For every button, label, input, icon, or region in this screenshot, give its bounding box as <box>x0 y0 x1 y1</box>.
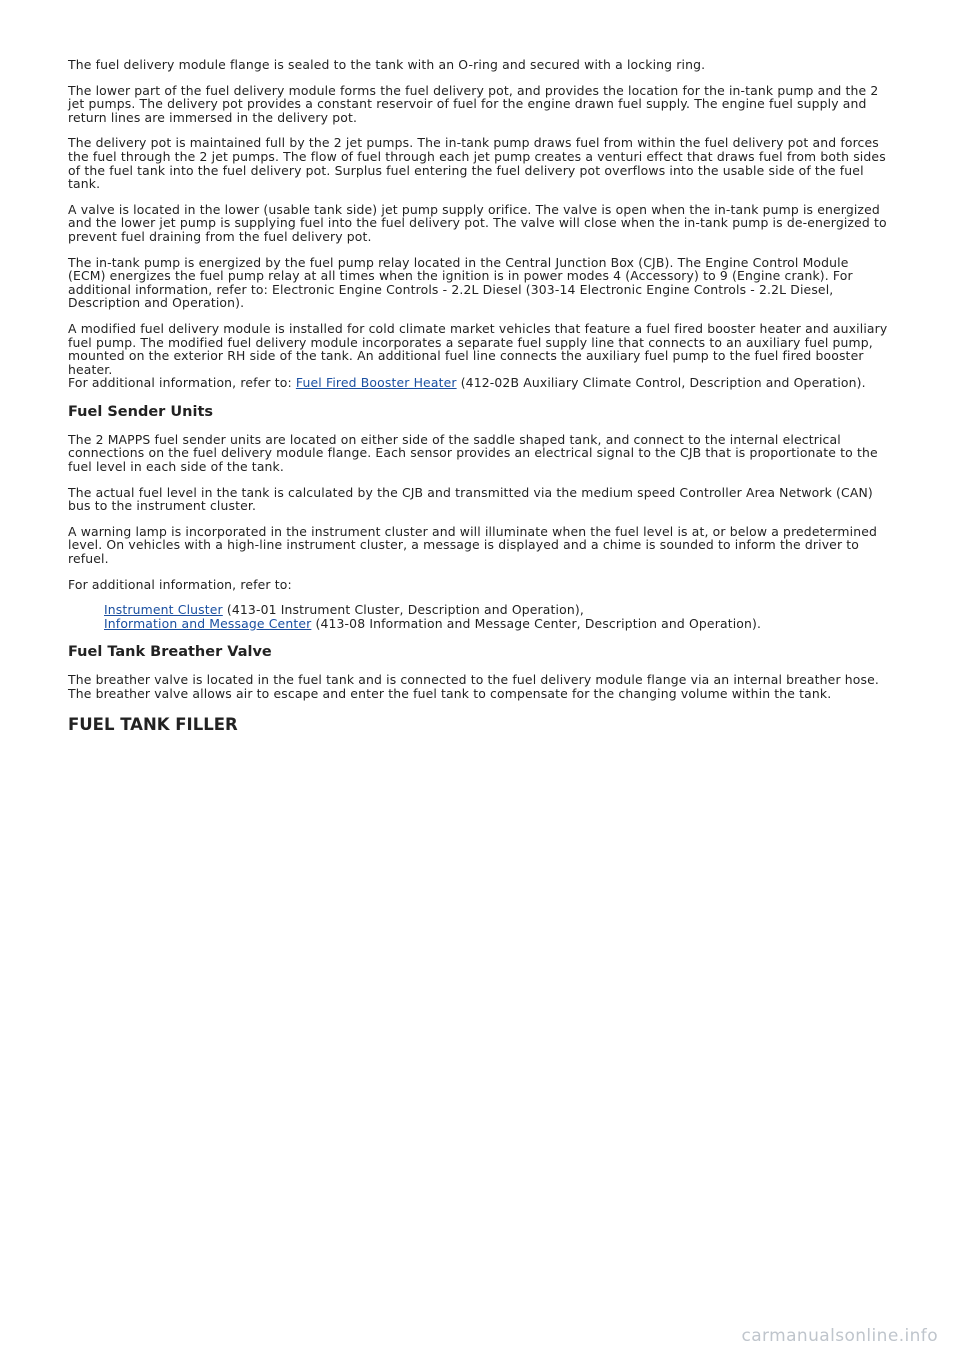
paragraph-flange-seal: The fuel delivery module flange is sealed to the tank with an O-ring and secured with a locking ring. <box>68 57 706 72</box>
paragraph-valve: A valve is located in the lower (usable tank side) jet pump supply orifice. The valve is open when the in-tank pump is energized and the lower jet pump is supplying fuel into the fuel delivery pot. The valve will close when the in-tank pump is de-energized to prevent fuel draining from the fuel delivery pot. <box>68 201 887 244</box>
link-information-message-center[interactable]: Information and Message Center <box>104 615 312 631</box>
watermark: carmanualsonline.info <box>741 1326 938 1346</box>
paragraph-delivery-pot: The lower part of the fuel delivery module forms the fuel delivery pot, and provides the location for the in-tank pump and the 2 jet pumps. The delivery pot provides a constant reservoir of fuel for the engine drawn fuel supply. The engine fuel supply and return lines are immersed in the delivery pot. <box>68 82 879 125</box>
modified-module-ref-suffix: (412-02B Auxiliary Climate Control, Description and Operation). <box>456 375 866 391</box>
paragraph-warning-lamp: A warning lamp is incorporated in the instrument cluster and will illuminate when the fuel level is at, or below a predetermined level. On vehicles with a high-line instrument cluster, a message is displayed and a chime is sounded to inform the driver to refuel. <box>68 523 878 567</box>
heading-fuel-sender-units: Fuel Sender Units <box>68 403 213 420</box>
modified-module-ref-prefix: For additional information, refer to: <box>68 375 296 391</box>
document-page <box>68 58 890 735</box>
heading-fuel-tank-filler: FUEL TANK FILLER <box>68 714 238 734</box>
paragraph-jet-pumps: The delivery pot is maintained full by the 2 jet pumps. The in-tank pump draws fuel from within the fuel delivery pot and forces the fuel through the 2 jet pumps. The flow of fuel through each jet pump creates a venturi effect that draws fuel from both sides of the fuel tank into the fuel delivery pot. Surplus fuel entering the fuel delivery pot overflows into the usable side of the fuel tank. <box>68 135 886 192</box>
ref-information-message-center-suffix: (413-08 Information and Message Center, Description and Operation). <box>311 615 762 631</box>
heading-fuel-tank-breather-valve: Fuel Tank Breather Valve <box>68 644 272 661</box>
link-fuel-fired-booster-heater[interactable]: Fuel Fired Booster Heater <box>295 375 457 391</box>
paragraph-fuel-level-calc: The actual fuel level in the tank is calculated by the CJB and transmitted via the medium speed Controller Area Network (CAN) bus to the instrument cluster. <box>68 484 873 514</box>
reference-list <box>104 603 890 630</box>
paragraph-sender-units: The 2 MAPPS fuel sender units are located on either side of the saddle shaped tank, and connect to the internal electrical connections on the fuel delivery module flange. Each sensor provides an electrical signal to the CJB that is proportionate to the fuel level in each side of the tank. <box>68 431 878 475</box>
paragraph-breather-valve: The breather valve is located in the fuel tank and is connected to the fuel delivery module flange via an internal breather hose. The breather valve allows air to escape and enter the fuel tank to compensate for the changing volume within the tank. <box>68 672 879 701</box>
link-instrument-cluster[interactable]: Instrument Cluster <box>104 602 223 618</box>
paragraph-in-tank-pump: The in-tank pump is energized by the fuel pump relay located in the Central Junction Box (CJB). The Engine Control Module (ECM) energizes the fuel pump relay at all times when the ignition is in power modes 4 (Accessory) to 9 (Engine crank). For additional information, refer to: Electronic Engine Controls - 2.2L Diesel (303-14 Electronic Engine Controls - 2.2L Diesel, Description and Operation). <box>68 254 853 311</box>
modified-module-text: A modified fuel delivery module is installed for cold climate market vehicles that feature a fuel fired booster heater and auxiliary fuel pump. The modified fuel delivery module incorporates a separate fuel supply line that connects to an auxiliary fuel pump, mounted on the exterior RH side of the tank. An additional fuel line connects the auxiliary fuel pump to the fuel fired booster heater. <box>68 320 888 377</box>
ref-instrument-cluster-suffix: (413-01 Instrument Cluster, Description and Operation), <box>222 602 584 618</box>
paragraph-modified-module <box>68 322 890 390</box>
paragraph-refer-to: For additional information, refer to: <box>68 576 292 592</box>
